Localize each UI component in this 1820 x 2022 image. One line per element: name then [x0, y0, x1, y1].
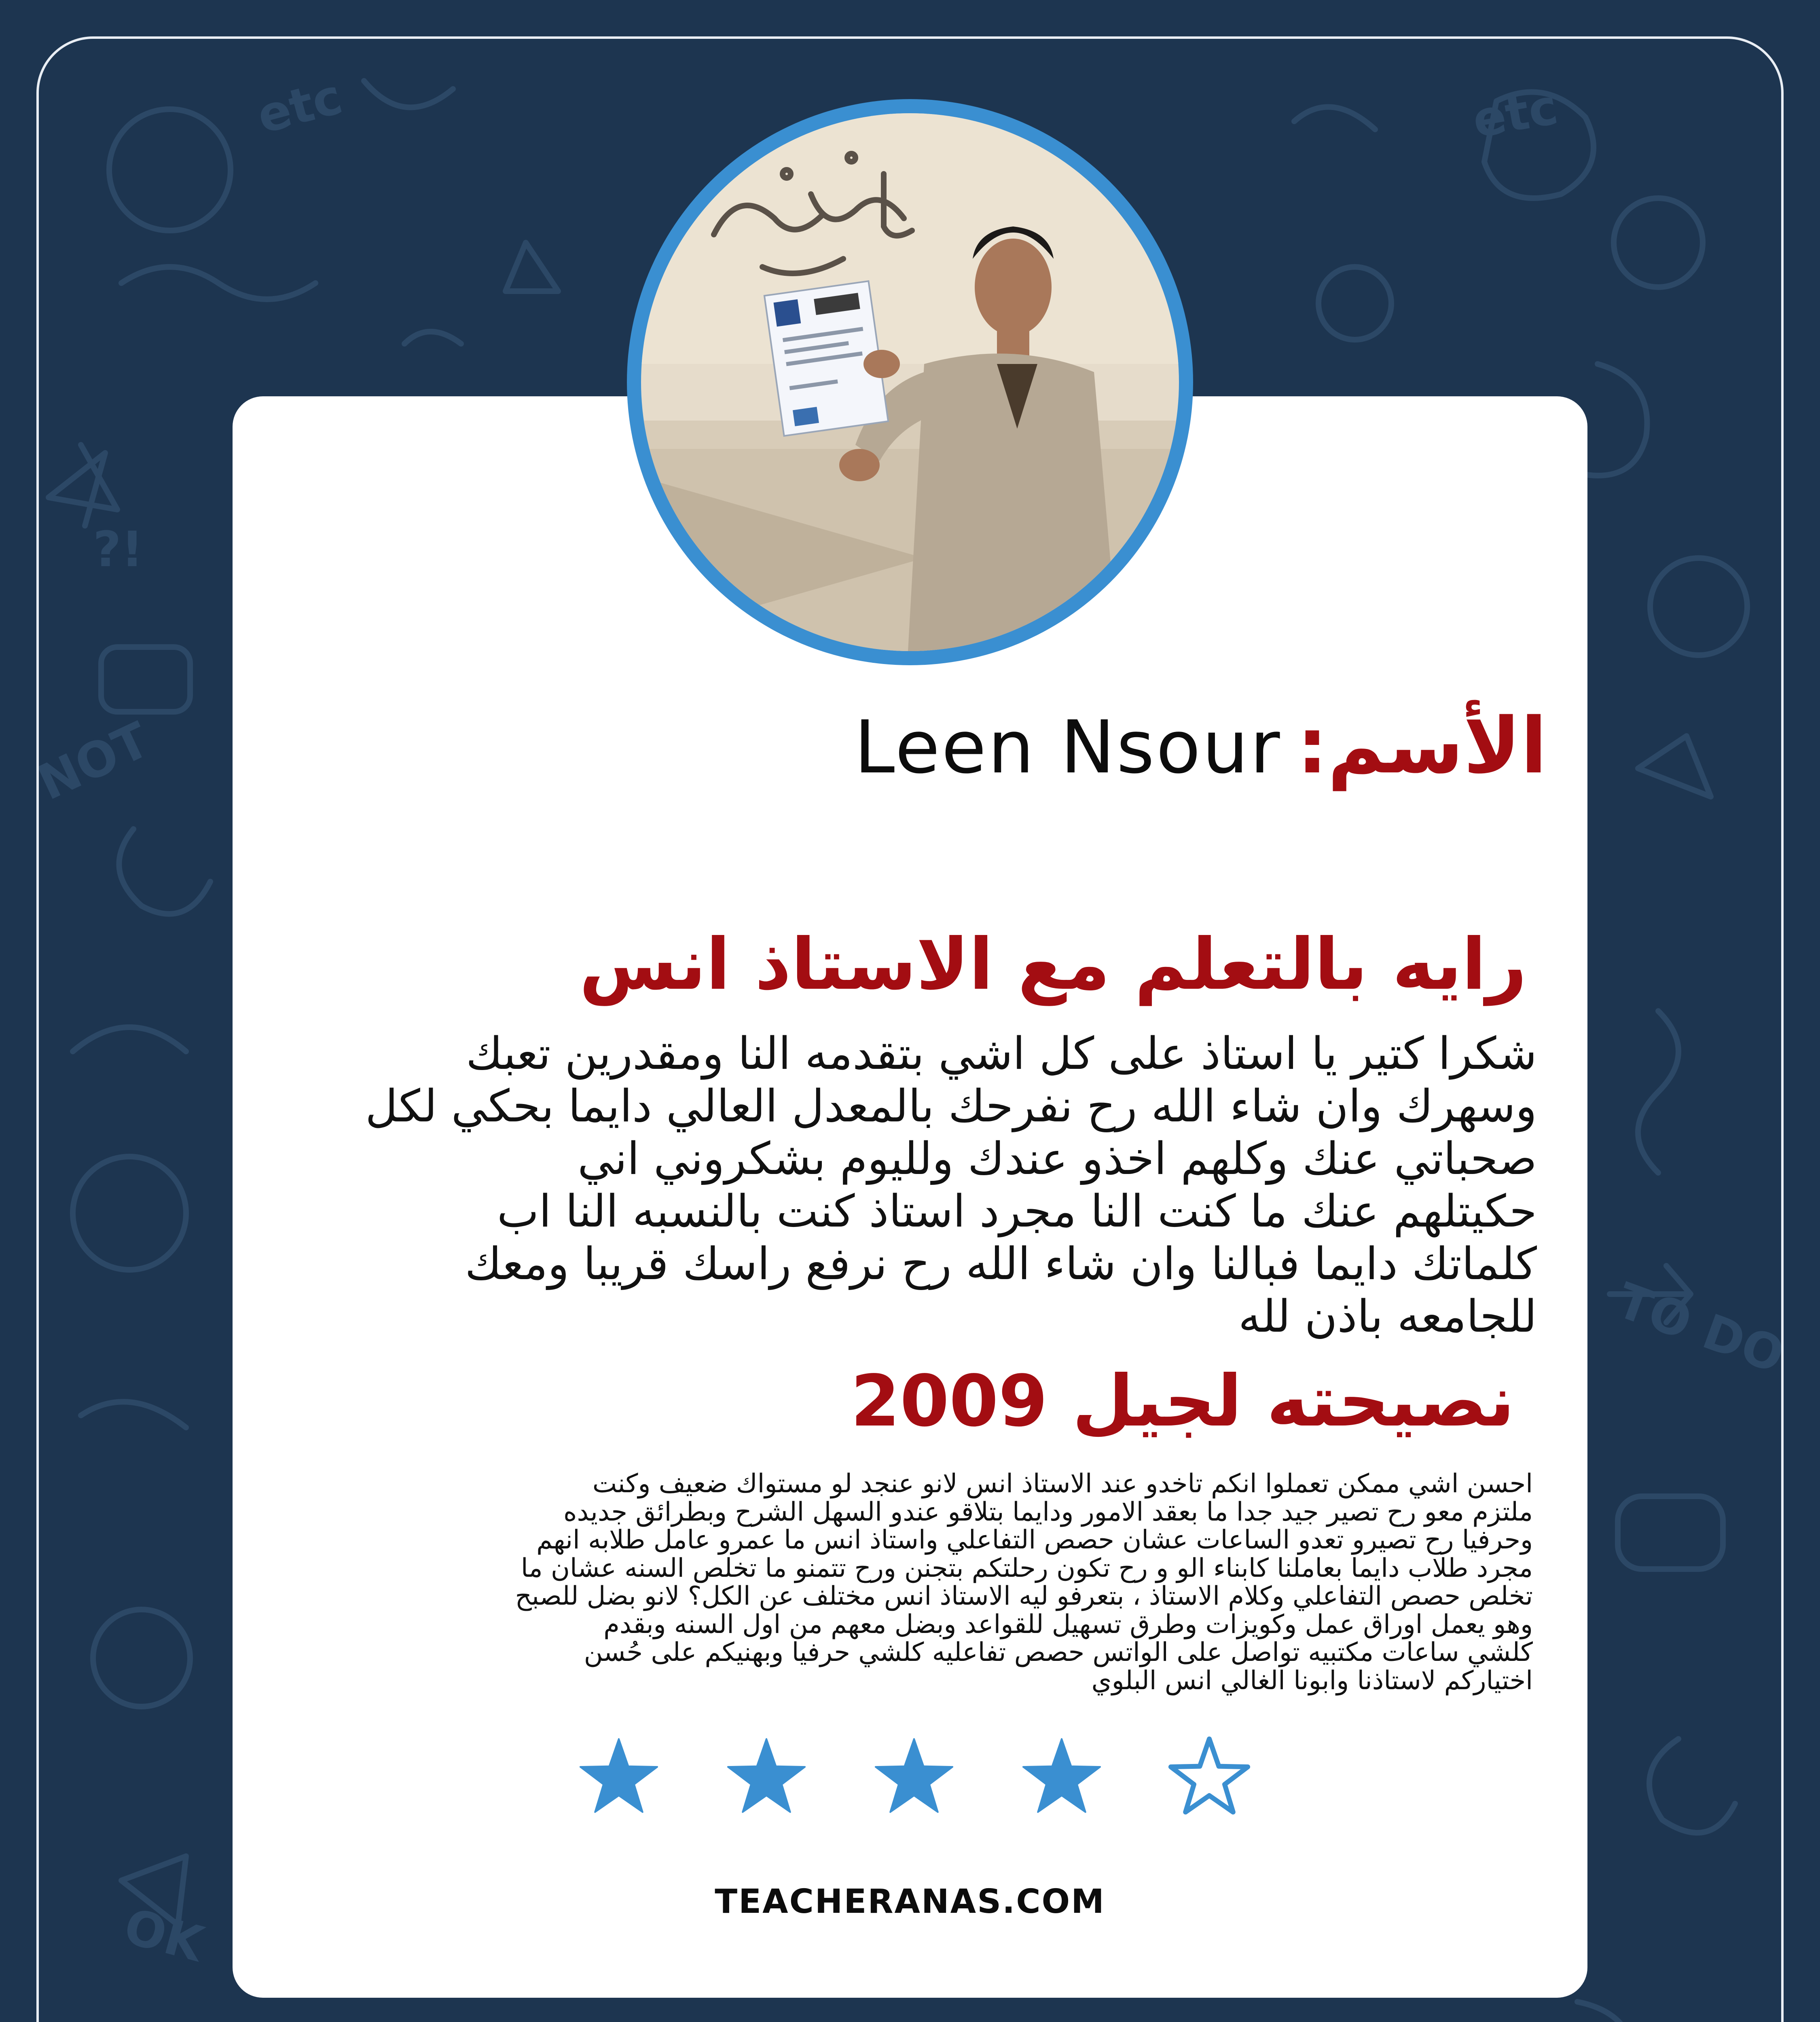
svg-text:?!: ?! [93, 522, 144, 578]
opinion-line: كلماتك دايما فبالنا وان شاء الله رح نرفع راسك قريبا ومعك [465, 1238, 1537, 1290]
advice-line: وحرفيا رح تصيرو تعدو الساعات عشان حصص التفاعلي واستاذ انس ما عمرو عامل طلابه انهم [536, 1525, 1533, 1555]
svg-text:OK: OK [118, 1898, 209, 1973]
advice-line: ملتزم معو رح تصير جيد جدا ما بعقد الامور ودايما بتلاقو عندو السهل الشرح وبطرائق جديده [563, 1497, 1533, 1527]
svg-text:NOT: NOT [30, 712, 158, 812]
advice-line: احسن اشي ممكن تعملوا انكم تاخدو عند الاستاذ انس لانو عنجد لو مستواك ضعيف وكنت [592, 1469, 1533, 1499]
name-label: الأسم: [1297, 701, 1547, 791]
svg-text:TO DO: TO DO [1610, 1272, 1792, 1385]
student-name: Leen Nsour [854, 705, 1282, 790]
profile-photo [641, 113, 1179, 651]
star-rating [574, 1737, 1254, 1818]
opinion-line: حكيتلهم عنك ما كنت النا مجرد استاذ كنت بالنسبه النا اب [497, 1185, 1537, 1237]
advice-line: وهو يعمل اوراق عمل وكويزات وطرق تسهيل للقواعد وبضل معهم من اول السنه وبقدم [603, 1609, 1533, 1639]
opinion-line: وسهرك وان شاء الله رح نفرحك بالمعدل العالي دايما بحكي لكل [365, 1080, 1537, 1132]
advice-text [437, 1470, 1533, 1695]
student-name-row [854, 701, 1547, 791]
svg-text:etc: etc [1468, 79, 1562, 149]
opinion-heading: رايه بالتعلم مع الاستاذ انس [579, 924, 1527, 1006]
star-icon-filled [574, 1735, 663, 1820]
opinion-line: صحباتي عنك وكلهم اخذو عندك ولليوم بشكروني اني [578, 1133, 1537, 1184]
svg-text:etc: etc [251, 68, 348, 145]
opinion-line: شكرا كتير يا استاذ على كل اشي بتقدمه النا ومقدرين تعبك [466, 1028, 1537, 1079]
opinion-line: للجامعه باذن لله [1238, 1290, 1537, 1342]
student-holding-certificate-image [641, 113, 1179, 651]
opinion-text [364, 1027, 1537, 1343]
star-icon-filled [1017, 1735, 1106, 1820]
profile-photo-ring [627, 99, 1193, 665]
advice-line: تخلص حصص التفاعلي وكلام الاستاذ ، بتعرفو ليه الاستاذ انس مختلف عن الكل؟ لانو بضل للصبح [515, 1581, 1533, 1611]
website-url: TEACHERANAS.COM [715, 1882, 1105, 1921]
advice-line: اختياركم لاستاذنا وابونا الغالي انس البلوي [1091, 1665, 1533, 1696]
advice-line: مجرد طلاب دايما بعاملنا كابناء الو و رح تكون رحلتكم بتجنن ورح تتمنو ما تخلص السنه عشان ما [521, 1553, 1533, 1583]
star-icon-filled [870, 1735, 959, 1820]
advice-line: كلشي ساعات مكتبيه تواصل على الواتس حصص تفاعليه كلشي حرفيا وبهنيكم على حُسن [584, 1637, 1533, 1667]
star-icon-filled [722, 1735, 811, 1820]
advice-heading: نصيحته لجيل 2009 [851, 1360, 1515, 1442]
star-icon-empty [1165, 1735, 1254, 1820]
